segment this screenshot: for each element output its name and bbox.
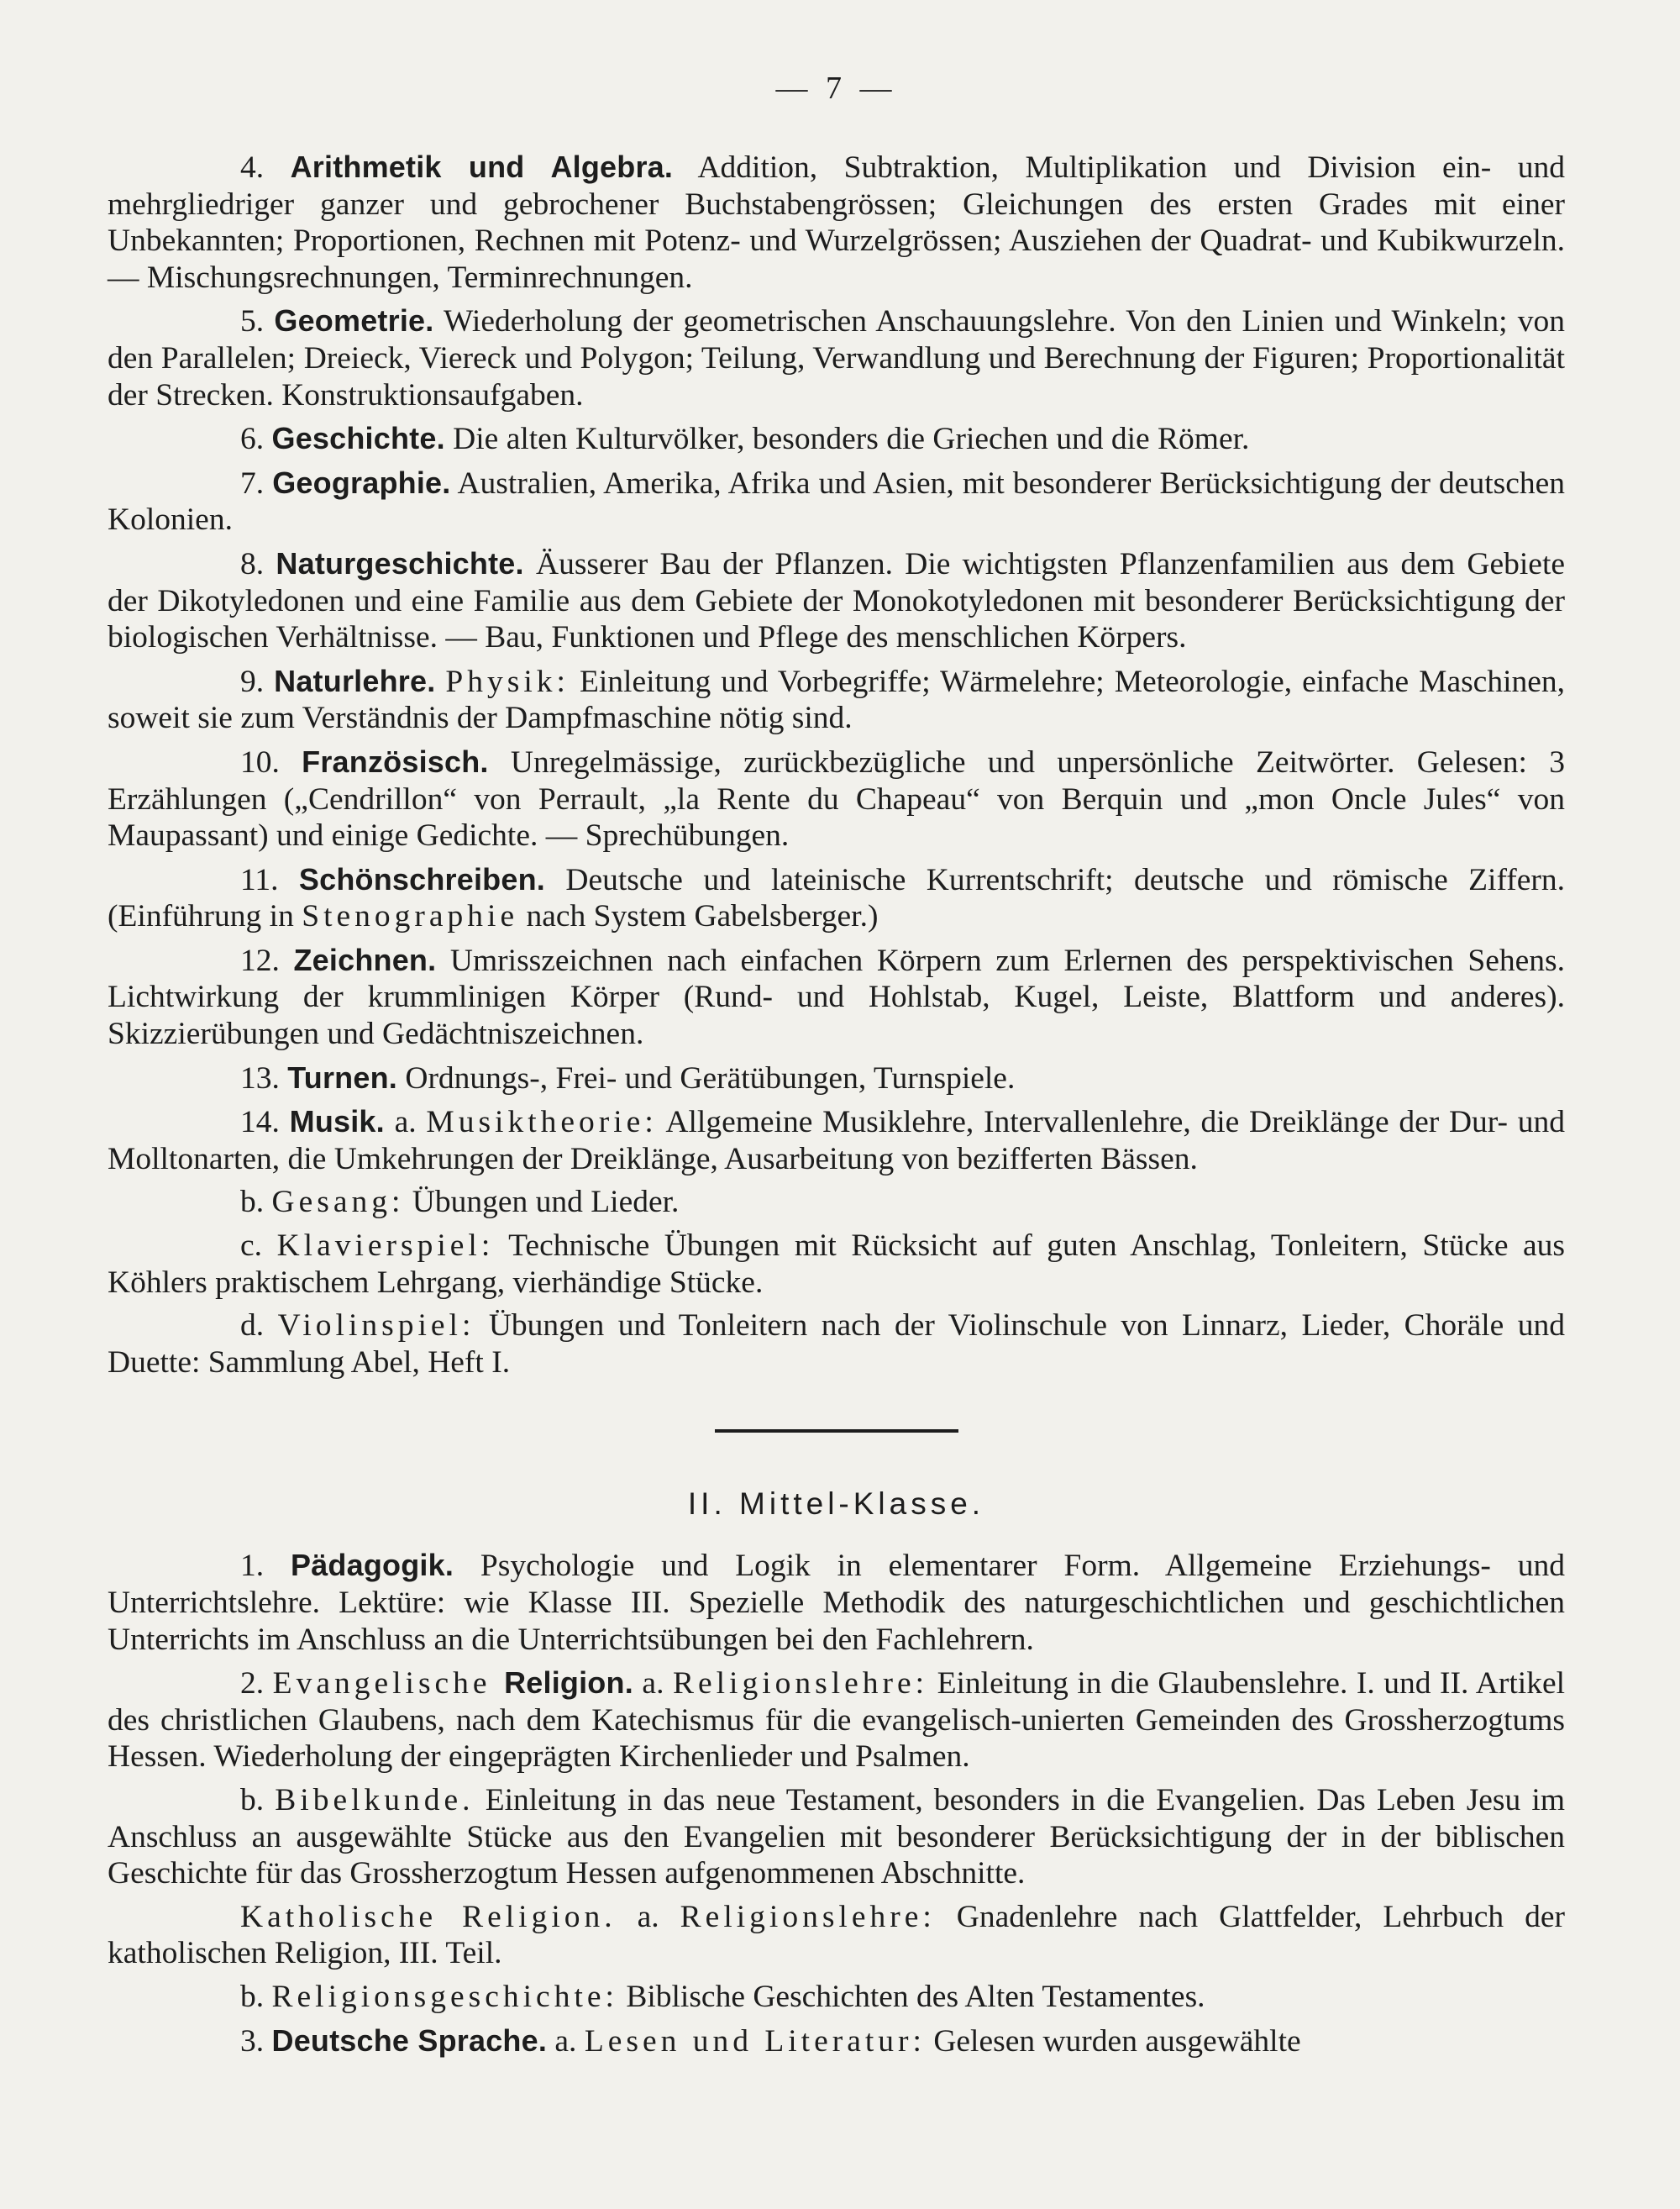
item-number: 7. <box>240 465 265 501</box>
spaced-term: Bibelkunde. <box>275 1782 475 1817</box>
item-number: 2. <box>240 1666 265 1701</box>
subject-text: Allgemeine Musiklehre, Intervallenlehre, die Dreiklänge der Dur- und Molltonarten, die Umkehrungen der Dreiklänge, Ausarbeitung von bezifferten Bässen. <box>108 1105 1566 1176</box>
subject-paragraph <box>108 1782 1565 1892</box>
subject-paragraph <box>108 1899 1565 1972</box>
subject-text: Ordnungs-, Frei- und Gerätübungen, Turnspiele. <box>396 1060 1016 1096</box>
subject-heading: Geschichte. <box>271 421 445 456</box>
subject-heading: Naturlehre. <box>274 663 436 698</box>
item-number: 11. <box>240 862 279 897</box>
subject-text: Übungen und Lieder. <box>404 1185 680 1220</box>
subject-text: Gelesen wurden ausgewählte <box>925 2023 1301 2059</box>
section-title: II. Mittel-Klasse. <box>687 1486 985 1522</box>
subject-paragraph <box>108 465 1565 539</box>
subject-heading: Pädagogik. <box>291 1548 454 1583</box>
spaced-term: Violinspiel: <box>277 1308 475 1344</box>
section-upper-class-subjects <box>108 149 1565 1381</box>
subject-text: Psychologie und Logik in elementarer Form. Allgemeine Erziehungs- und Unterrichtslehre. Lektüre: wie Klasse III. Spezielle Methodik des naturgeschichtlichen und geschichtlichen Unterrichts im Anschluss an die Unterrichtsübungen bei den Fachlehrern. <box>108 1549 1566 1657</box>
subject-prefix: Evangelische <box>272 1666 505 1701</box>
subject-heading: Religion. <box>504 1665 633 1701</box>
subject-text: Addition, Subtraktion, Multiplikation und Division ein- und mehrgliedriger ganzer und gebrochener Buchstabengrössen; Gleichungen des ersten Grades mit einer Unbekannten; Proportionen, Rechnen mit Potenz- und Wurzelgrössen; Ausziehen der Quadrat- und Kubikwurzeln. — Mischungsrechnungen, Terminrechnungen. <box>108 150 1565 295</box>
item-number: 8. <box>240 546 265 581</box>
spaced-term: Religionslehre: <box>672 1666 929 1701</box>
subject-text: Umrisszeichnen nach einfachen Körpern zum Erlernen des perspektivischen Sehens. Lichtwirkung der krummlinigen Körper (Rund- und Hohlstab, Kugel, Leiste, Blattform und anderes). Skizzierübungen und Gedächtniszeichnen. <box>108 943 1566 1052</box>
subject-heading: Turnen. <box>287 1060 397 1095</box>
subject-paragraph <box>108 1979 1565 2016</box>
subject-paragraph <box>108 1307 1565 1381</box>
subject-paragraph <box>108 1228 1565 1301</box>
spaced-term: Stenographie <box>302 899 519 934</box>
subject-paragraph <box>108 663 1565 737</box>
subject-paragraph <box>108 1060 1565 1097</box>
subject-text: a. <box>633 1666 673 1701</box>
subject-text: Einleitung in das neue Testament, besonders in die Evangelien. Das Leben Jesu im Anschluss an ausgewählte Stücke aus den Evangelien mit besonderer Berücksichtigung der in der biblischen Geschichte für das Grossherzogtum Hessen aufgenommenen Abschnitte. <box>108 1782 1566 1891</box>
subject-text: a. <box>547 2023 585 2059</box>
subject-heading: Schönschreiben. <box>298 861 545 897</box>
item-number: c. <box>240 1228 263 1264</box>
subject-text: nach System Gabelsberger.) <box>518 899 879 934</box>
subject-text: Übungen und Tonleitern nach der Violinschule von Linnarz, Lieder, Choräle und Duette: Sammlung Abel, Heft I. <box>108 1308 1565 1380</box>
spaced-term: Lesen und Literatur: <box>584 2023 926 2059</box>
subject-paragraph <box>108 2022 1565 2060</box>
subject-paragraph <box>108 545 1565 656</box>
page-number: — 7 — <box>775 71 897 106</box>
subject-heading: Geometrie. <box>274 303 434 339</box>
item-number: 12. <box>240 943 280 978</box>
subject-prefix: Katholische Religion. <box>240 1899 617 1934</box>
subject-heading: Deutsche Sprache. <box>271 2022 548 2058</box>
spaced-term: Gesang: <box>271 1185 405 1220</box>
subject-paragraph <box>108 744 1565 855</box>
subject-heading: Naturgeschichte. <box>276 545 524 581</box>
item-number: 1. <box>240 1549 265 1584</box>
section-divider <box>715 1429 958 1433</box>
subject-heading: Geographie. <box>272 465 451 500</box>
subject-text: Wiederholung der geometrischen Anschauungslehre. Von den Linien und Winkeln; von den Parallelen; Dreieck, Viereck und Polygon; Teilung, Verwandlung und Berechnung der Figuren; Proportionalität der Strecken. Konstruktionsaufgaben. <box>108 304 1566 413</box>
subject-text: a. <box>384 1105 427 1140</box>
subject-heading: Arithmetik und Algebra. <box>290 150 674 184</box>
subject-paragraph <box>108 149 1565 296</box>
document-page <box>108 63 1565 2180</box>
spaced-term: Religionsgeschichte: <box>271 1979 618 2014</box>
subject-paragraph <box>108 1103 1565 1177</box>
section-middle-class-subjects <box>108 1547 1565 2059</box>
spaced-term: Physik: <box>445 664 570 699</box>
item-number: 13. <box>240 1060 280 1096</box>
item-number: b. <box>240 1185 265 1220</box>
subject-text: Einleitung und Vorbegriffe; Wärmelehre; Meteorologie, einfache Maschinen, soweit sie zum Verständnis der Dampfmaschine nötig sind. <box>108 664 1566 736</box>
subject-paragraph <box>108 420 1565 458</box>
spaced-term: Klavierspiel: <box>276 1228 495 1264</box>
item-number: 6. <box>240 422 265 457</box>
item-number: b. <box>240 1979 265 2014</box>
item-number: 5. <box>240 304 265 339</box>
item-number: 9. <box>240 664 265 699</box>
spaced-term: Religionslehre: <box>680 1899 936 1934</box>
item-number: d. <box>240 1308 265 1344</box>
subject-text: Gnadenlehre nach Glattfelder, Lehrbuch der katholischen Religion, III. Teil. <box>108 1899 1565 1971</box>
item-number: b. <box>240 1782 265 1817</box>
subject-text: Äusserer Bau der Pflanzen. Die wichtigsten Pflanzenfamilien aus dem Gebiete der Dikotyledonen und eine Familie aus dem Gebiete der Monokotyledonen mit besonderer Berücksichtigung der biologischen Verhältnisse. — Bau, Funktionen und Pflege des menschlichen Körpers. <box>108 546 1566 655</box>
subject-text: Australien, Amerika, Afrika und Asien, mit besonderer Berücksichtigung der deutschen Kolonien. <box>108 465 1566 538</box>
subject-paragraph <box>108 1665 1565 1775</box>
subject-text: Deutsche und lateinische Kurrentschrift; deutsche und römische Ziffern. (Einführung in <box>108 862 1566 934</box>
subject-paragraph <box>108 942 1565 1053</box>
subject-text: Technische Übungen mit Rücksicht auf guten Anschlag, Tonleitern, Stücke aus Köhlers praktischem Lehrgang, vierhändige Stücke. <box>108 1228 1566 1300</box>
subject-text: Die alten Kulturvölker, besonders die Griechen und die Römer. <box>444 422 1250 457</box>
item-number: 3. <box>240 2023 265 2059</box>
subject-paragraph <box>108 861 1565 935</box>
subject-heading: Musik. <box>289 1104 385 1139</box>
item-number: 4. <box>240 150 265 185</box>
subject-text: a. <box>616 1899 680 1934</box>
subject-text: Unregelmässige, zurückbezügliche und unpersönliche Zeitwörter. Gelesen: 3 Erzählungen („Cendrillon“ von Perrault, „la Rente du Chapeau“ von Berquin und „mon Oncle Jules“ von Maupassant) und einige Gedichte. — Sprechübungen. <box>108 744 1565 854</box>
subject-paragraph <box>108 1547 1565 1658</box>
subject-heading: Zeichnen. <box>293 942 437 977</box>
subject-paragraph <box>108 302 1565 413</box>
subject-paragraph <box>108 1184 1565 1221</box>
item-number: 14. <box>240 1105 280 1140</box>
spaced-term: Musiktheorie: <box>426 1105 658 1140</box>
item-number: 10. <box>240 744 280 780</box>
subject-heading: Französisch. <box>302 744 489 779</box>
subject-text: Biblische Geschichten des Alten Testamentes. <box>617 1979 1205 2014</box>
subject-text: Einleitung in die Glaubenslehre. I. und II. Artikel des christlichen Glaubens, nach dem Katechismus für die evangelisch-unierten Gemeinden des Grossherzogtums Hessen. Wiederholung der eingeprägten Kirchenlieder und Psalmen. <box>108 1666 1566 1775</box>
